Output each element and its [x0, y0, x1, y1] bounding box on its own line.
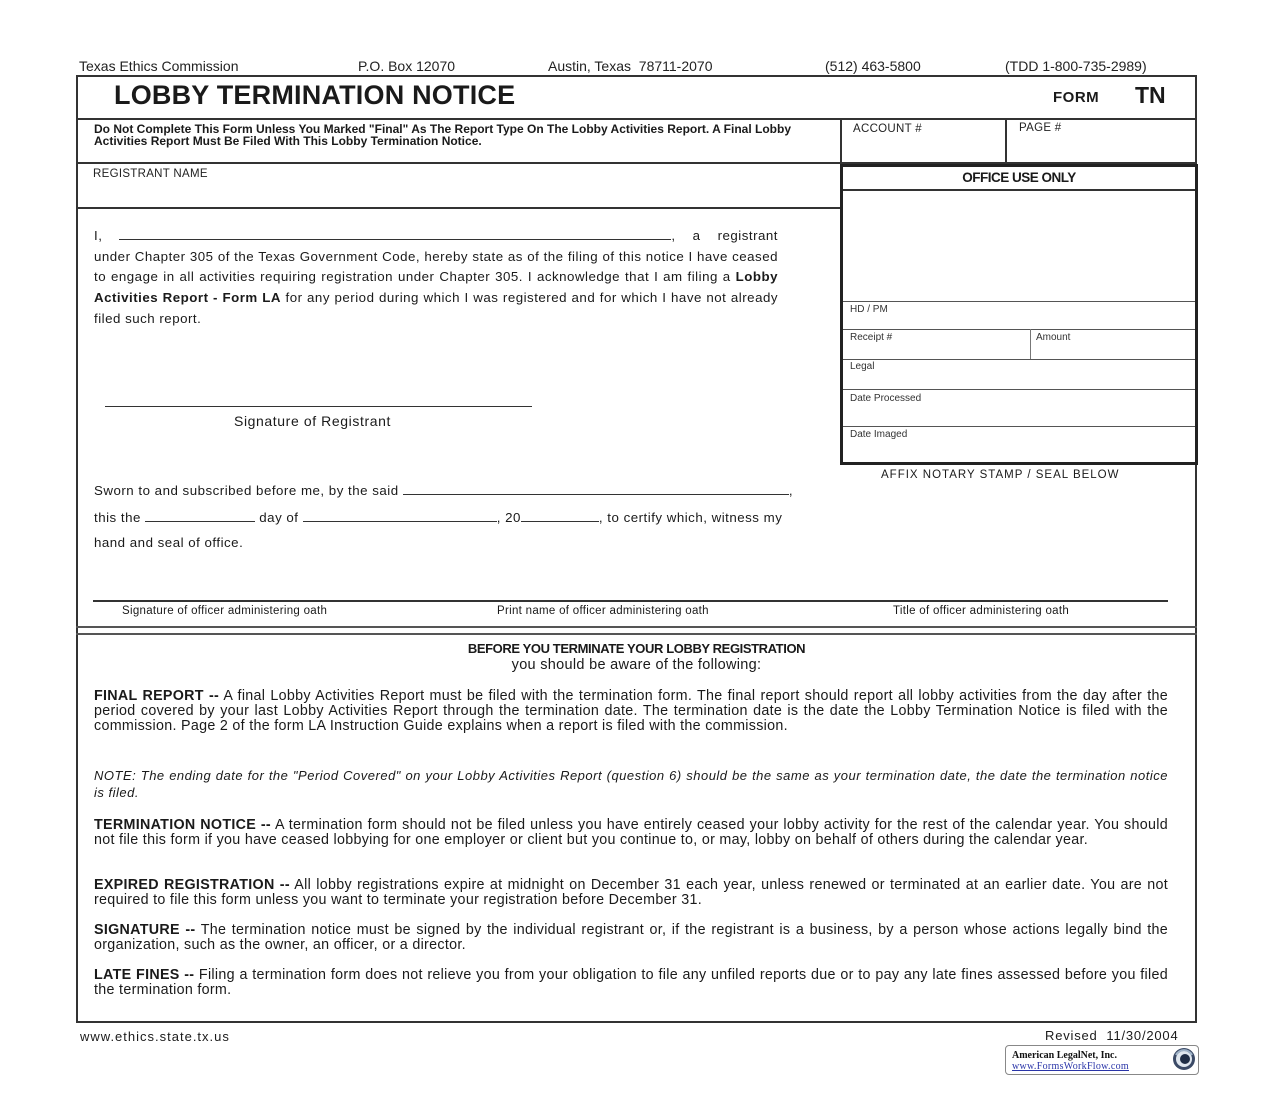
divider [843, 329, 1195, 330]
divider [76, 207, 840, 209]
office-use-box [840, 164, 1198, 465]
website-link[interactable]: www.ethics.state.tx.us [80, 1029, 230, 1044]
revision-date: Revised 11/30/2004 [1045, 1028, 1179, 1043]
sworn-line-1: Sworn to and subscribed before me, by the said , [94, 483, 794, 498]
page-number-field[interactable] [1012, 138, 1192, 160]
date-imaged-label: Date Imaged [850, 429, 908, 440]
divider [843, 426, 1195, 427]
registrant-statement: I, , a registrant under Chapter 305 of the Texas Government Code, hereby state as of the filing of this notice I have ceased to engage in all activities requiring registration under Chapter 305. I acknowledge that I am filing a Lobby Activities Report - Form LA for any period during which I was registered and for which I have not already filed such report. [94, 228, 779, 326]
account-number-label: ACCOUNT # [853, 123, 922, 135]
registrant-name-blank[interactable] [119, 226, 671, 240]
registrant-name-oath-blank[interactable] [403, 481, 789, 495]
month-blank[interactable] [303, 508, 497, 522]
registrant-signature-line[interactable] [105, 406, 532, 407]
period-covered-note: NOTE: The ending date for the "Period Covered" on your Lobby Activities Report (question 6) should be the same as your termination date, the date the termination notice is filed. [94, 768, 1168, 800]
day-blank[interactable] [145, 508, 255, 522]
form-la-reference: Lobby Activities Report - Form LA [94, 269, 778, 306]
account-number-field[interactable] [845, 138, 1000, 160]
officer-title-label: Title of officer administering oath [893, 605, 1070, 617]
officer-signature-label: Signature of officer administering oath [122, 605, 328, 617]
office-use-title: OFFICE USE ONLY [843, 167, 1195, 191]
page-number-label: PAGE # [1019, 122, 1062, 134]
amount-label: Amount [1036, 332, 1071, 343]
officer-print-name-label: Print name of officer administering oath [497, 605, 709, 617]
year-blank[interactable] [521, 508, 599, 522]
agency-name: Texas Ethics Commission [79, 58, 239, 74]
publisher-name: American LegalNet, Inc. [1012, 1050, 1117, 1061]
section-signature: SIGNATURE -- The termination notice must be signed by the individual registrant or, if the registrant is a business, by a person whose actions legally bind the organization, such as the owner, an officer, or a director. [94, 922, 1168, 954]
divider [840, 118, 842, 164]
sworn-line-3: hand and seal of office. [94, 535, 244, 550]
city-address: Austin, Texas 78711-2070 [548, 58, 713, 74]
divider [843, 359, 1195, 360]
instructions-subheading: you should be aware of the following: [511, 657, 762, 673]
sworn-line-2: this the day of , 20 , to certify which, witness my [94, 510, 783, 525]
form-title: LOBBY TERMINATION NOTICE [114, 80, 516, 110]
globe-logo-icon [1172, 1047, 1196, 1071]
section-late-fines: LATE FINES -- Filing a termination form does not relieve you from your obligation to file any unfiled reports due or to pay any late fines assessed before you filed the termination form. [94, 967, 1169, 999]
legal-label: Legal [850, 361, 875, 372]
instructions-heading: BEFORE YOU TERMINATE YOUR LOBBY REGISTRATION [467, 641, 806, 656]
divider [1005, 118, 1007, 164]
divider [76, 118, 1197, 120]
warning-text: Do Not Complete This Form Unless You Marked "Final" As The Report Type On The Lobby Activities Report. A Final Lobby Activities Report Must Be Filed With This Lobby Termination Notice. [94, 122, 792, 148]
form-code: TN [1135, 82, 1166, 108]
hd-pm-label: HD / PM [850, 304, 888, 315]
publisher-badge[interactable] [1005, 1045, 1199, 1075]
divider [843, 389, 1195, 390]
registrant-name-label: REGISTRANT NAME [93, 168, 208, 180]
tdd-phone: (TDD 1-800-735-2989) [1005, 58, 1147, 74]
section-termination-notice: TERMINATION NOTICE -- A termination form should not be filed unless you have entirely ceased your lobby activity for the rest of the calendar year. You should not file this form if you have ceased lobbying for one employer or client but you continue to, or may, lobby on behalf of others during the calendar year. [94, 817, 1168, 849]
receipt-label: Receipt # [850, 332, 893, 343]
divider [76, 633, 1197, 635]
registrant-name-field[interactable] [90, 183, 830, 205]
divider [1030, 329, 1031, 359]
form-label: FORM [1053, 89, 1100, 106]
publisher-link[interactable]: www.FormsWorkFlow.com [1012, 1061, 1129, 1072]
officer-signature-line[interactable] [93, 600, 1168, 602]
divider [843, 301, 1195, 302]
date-processed-label: Date Processed [850, 393, 922, 404]
registrant-signature-label: Signature of Registrant [234, 413, 391, 429]
section-final-report: FINAL REPORT -- A final Lobby Activities Report must be filed with the termination form. The final report should report all lobby activities from the day after the period covered by your last Lobby Activities Report through the termination date. The termination date is the date the Lobby Termination Notice is filed with the commission. Page 2 of the form LA Instruction Guide explains when a report is filed with the commission. [94, 688, 1168, 735]
phone: (512) 463-5800 [825, 58, 921, 74]
section-expired-registration: EXPIRED REGISTRATION -- All lobby registrations expire at midnight on December 31 each year, unless renewed or terminated at an earlier date. You are not required to file this form unless you want to terminate your registration before December 31. [94, 877, 1169, 909]
notary-stamp-label: AFFIX NOTARY STAMP / SEAL BELOW [881, 469, 1120, 481]
divider [76, 626, 1197, 628]
po-box: P.O. Box 12070 [358, 58, 456, 74]
